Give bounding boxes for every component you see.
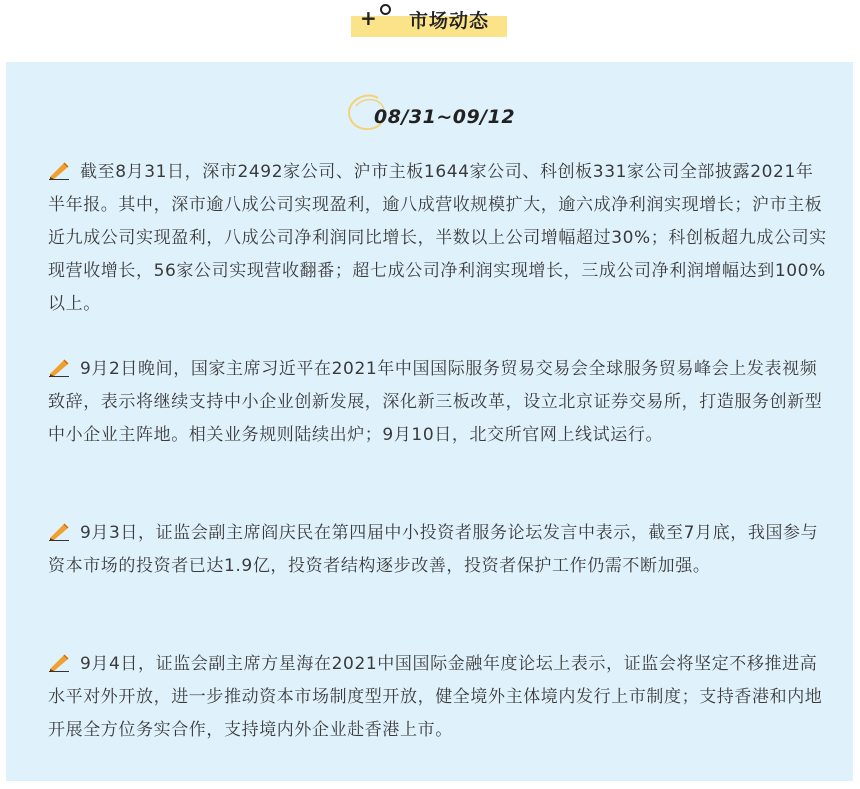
pencil-icon — [48, 652, 70, 672]
section-title: 市场动态 — [409, 10, 490, 32]
news-item-text: 截至8月31日，深市2492家公司、沪市主板1644家公司、科创板331家公司全部披露2021年半年报。其中，深市逾八成公司实现盈利，逾八成营收规模扩大，逾六成净利润实现增长；沪市主板近九成公司实现盈利，八成公司净利润同比增长，半数以上公司增幅超过30%；科创板超九成公司实现营收增长，56家公司实现营收翻番；超七成公司净利润实现增长，三成公司净利润增幅达到100%以上。 — [48, 162, 827, 314]
date-range-text: 08/31~09/12 — [374, 106, 516, 128]
news-panel — [6, 62, 853, 781]
news-item-text: 9月4日，证监会副主席方星海在2021中国国际金融年度论坛上表示，证监会将坚定不移推进高水平对外开放，进一步推动资本市场制度型开放，健全境外主体境内发行上市制度；支持香港和内地开展全方位务实合作，支持境内外企业赴香港上市。 — [48, 654, 823, 740]
pencil-icon — [48, 160, 70, 180]
date-range — [342, 92, 522, 136]
news-item — [48, 156, 830, 321]
section-header — [0, 0, 860, 52]
pencil-icon — [48, 357, 70, 377]
news-item-text: 9月2日晚间，国家主席习近平在2021年中国国际服务贸易交易会全球服务贸易峰会上发表视频致辞，表示将继续支持中小企业创新发展，深化新三板改革，设立北京证券交易所，打造服务创新型中小企业主阵地。相关业务规则陆续出炉；9月10日，北交所官网上线试运行。 — [48, 359, 823, 445]
news-item — [48, 353, 830, 452]
pencil-icon — [48, 521, 70, 541]
news-item — [48, 648, 830, 747]
news-item-text: 9月3日，证监会副主席阎庆民在第四届中小投资者服务论坛发言中表示，截至7月底，我国参与资本市场的投资者已达1.9亿，投资者结构逐步改善，投资者保护工作仍需不断加强。 — [48, 523, 819, 576]
news-item — [48, 517, 830, 583]
plus-icon: + — [360, 6, 377, 30]
circle-icon — [380, 4, 391, 15]
